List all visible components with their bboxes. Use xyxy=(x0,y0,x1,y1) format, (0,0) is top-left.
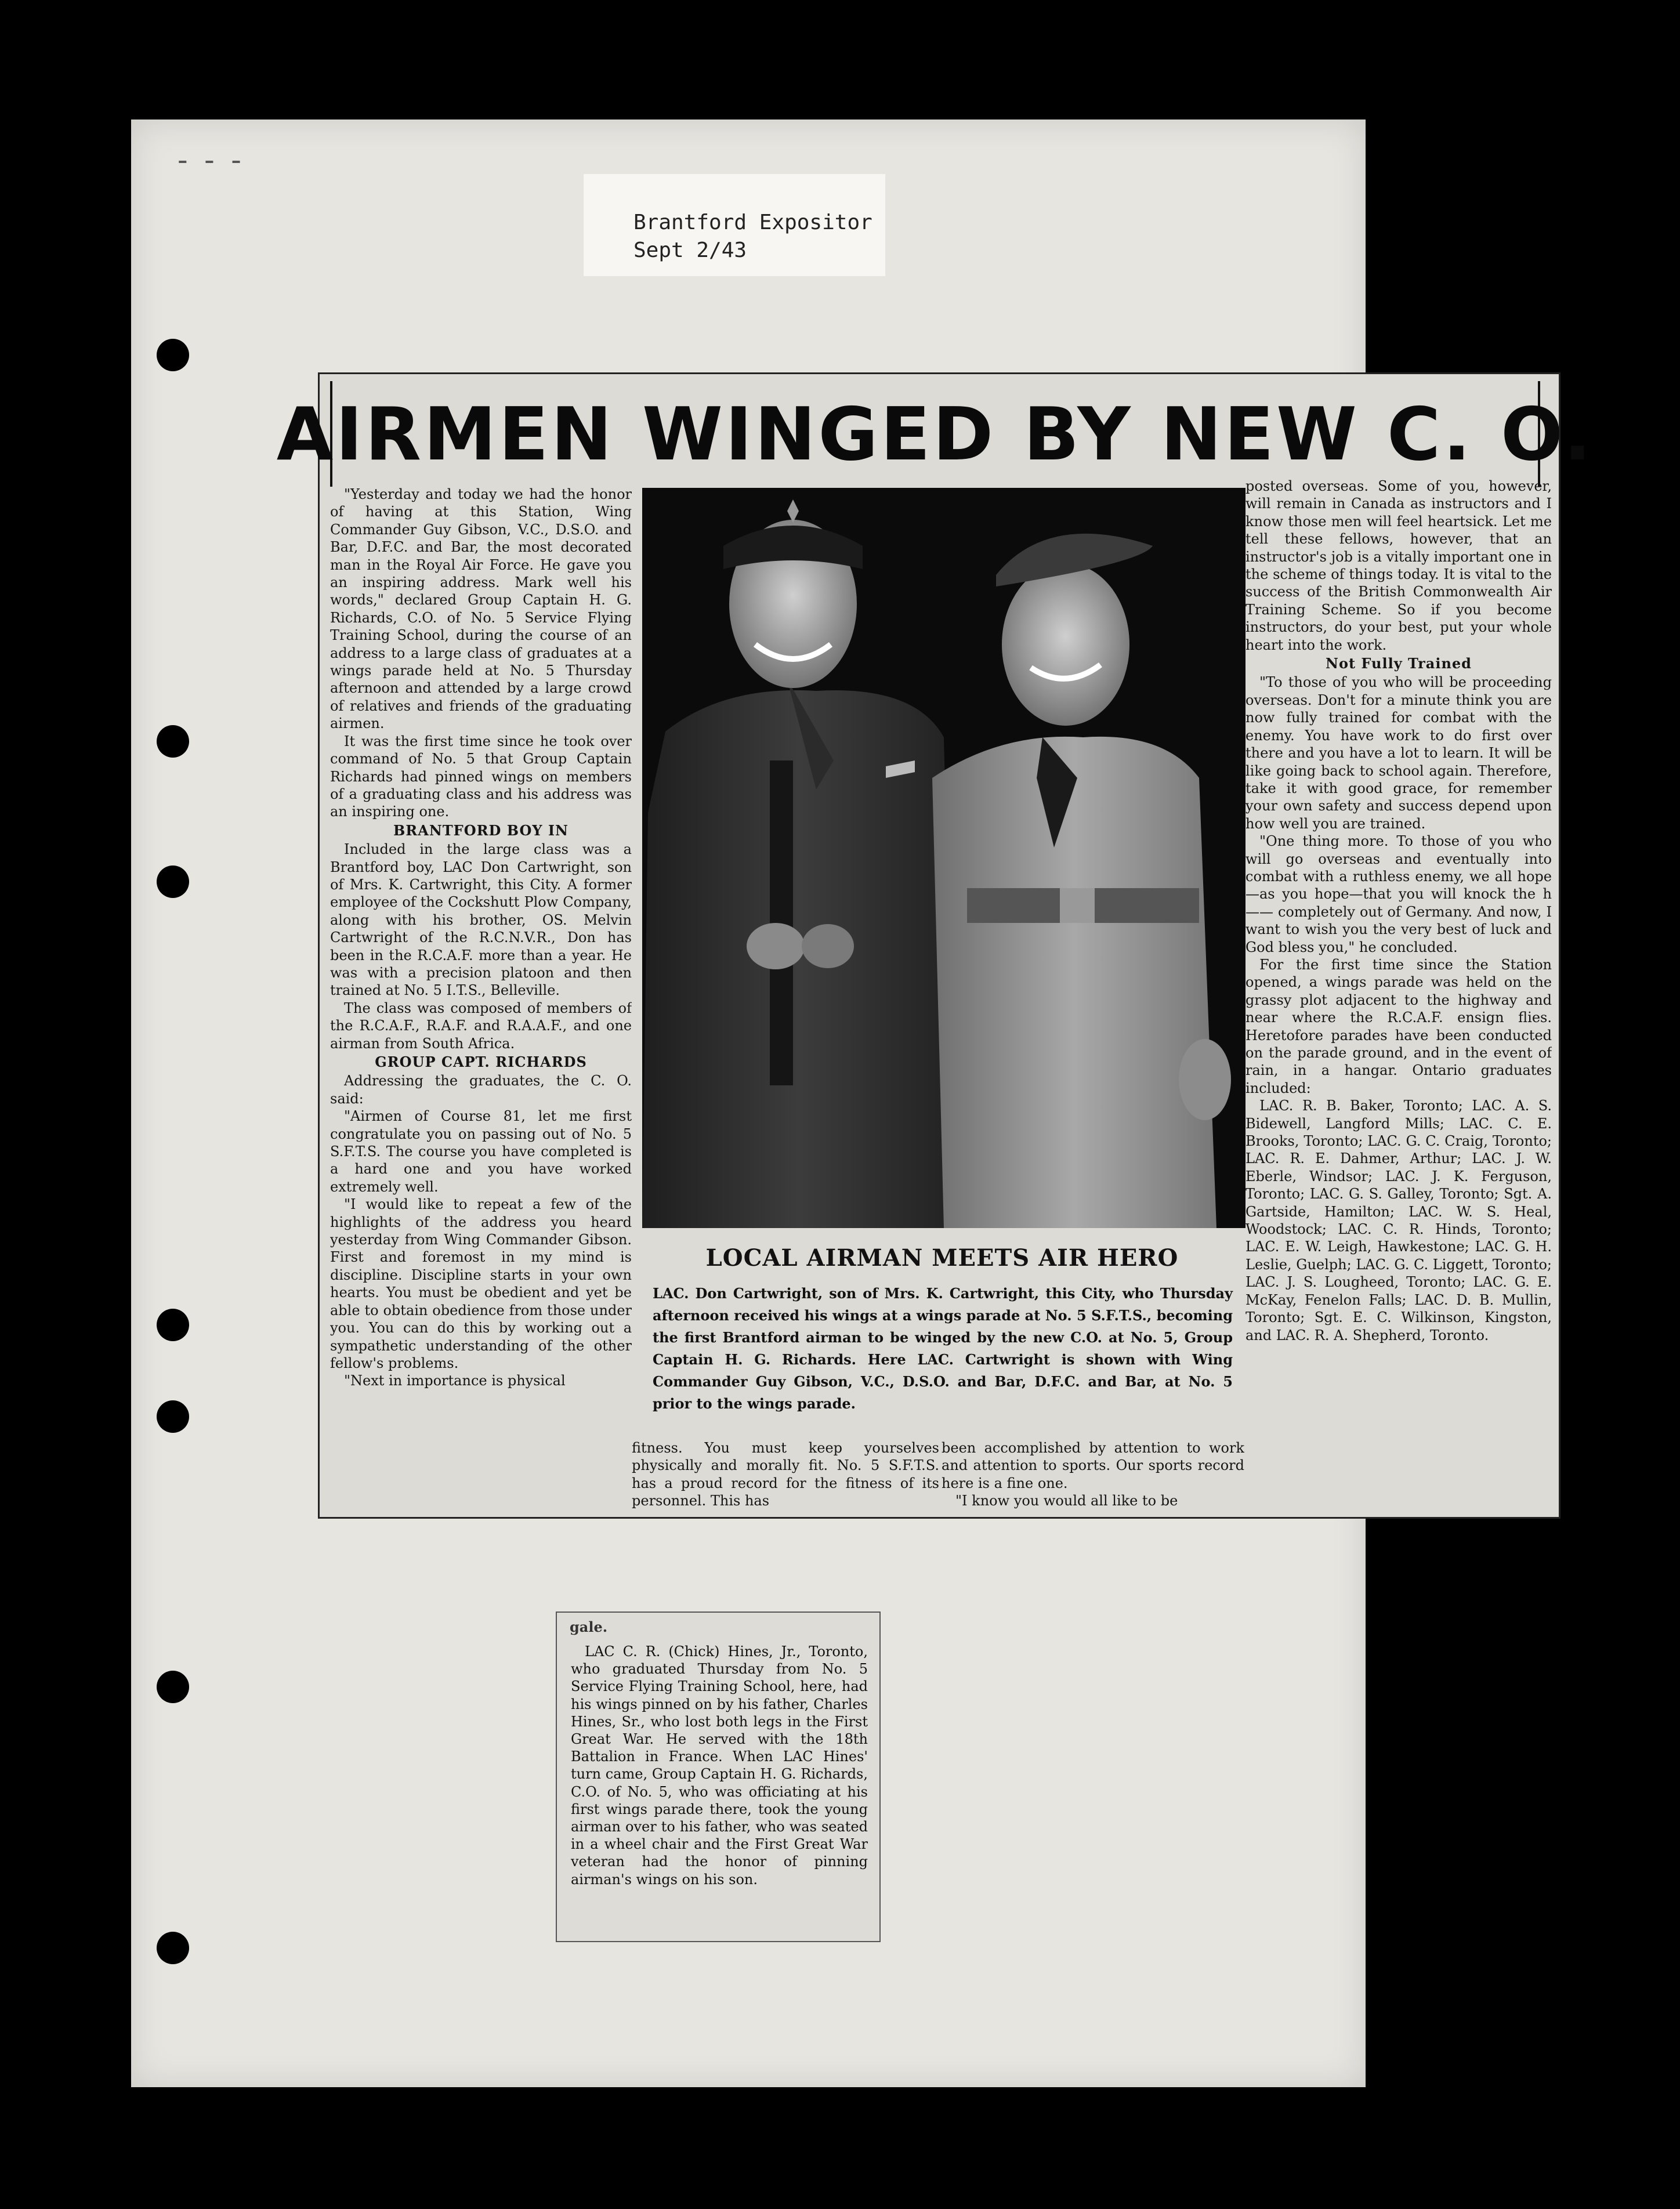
binder-hole xyxy=(157,1932,189,1964)
subheading: Not Fully Trained xyxy=(1326,655,1472,672)
article-paragraph: "I would like to repeat a few of the highlights of the address you heard yesterday from Wing Commander Gibson. First and foremost in my mind is discipline. Discipline starts in your own hearts. You must be obedient and yet be able to obtain obedience from those under you. You can do this by working out a sympathetic understanding of the other fellow's problems. xyxy=(330,1196,632,1371)
article-paragraph: The class was composed of members of the R.C.A.F., R.A.F. and R.A.A.F., and one airman from South Africa. xyxy=(330,1000,632,1052)
article-paragraph: "One thing more. To those of you who will go overseas and eventually into combat with a ruthless enemy, we all hope—as you hope—that you will knock the h—— completely out of Germany. And now, I want to wish you the very best of luck and God bless you," he concluded. xyxy=(1245,833,1552,955)
article-paragraph: "Next in importance is physical xyxy=(344,1373,566,1389)
binder-hole xyxy=(157,339,189,371)
headline: AIRMEN WINGED BY NEW C. O. xyxy=(276,391,1594,477)
article-paragraph: Addressing the graduates, the C. O. said: xyxy=(330,1073,632,1107)
source-label xyxy=(584,174,885,276)
page-corner-mark: - - - xyxy=(178,143,245,178)
headline-box xyxy=(276,381,1594,487)
subheading: GROUP CAPT. RICHARDS xyxy=(375,1053,587,1070)
article-paragraph: For the first time since the Station opened, a wings parade was held on the grassy plot adjacent to the highway and near where the R.C.A.F. ensign flies. Heretofore parades have been conducted on the parade ground, and in the event of rain, in a hangar. Ontario graduates included: xyxy=(1245,956,1552,1096)
photo-caption-text: LAC. Don Cartwright, son of Mrs. K. Cartwright, this City, who Thursday afternoon received his wings at a wings parade at No. 5 S.F.T.S., becoming the first Brantford airman to be winged by the new C.O. at No. 5, Group Captain H. G. Richards. Here LAC. Cartwright is shown with Wing Commander Guy Gibson, V.C., D.S.O. and Bar, D.F.C. and Bar, at No. 5 prior to the wings parade. xyxy=(653,1285,1233,1412)
article-paragraph: fitness. You must keep yourselves physically and morally fit. No. 5 S.F.T.S. has a proud record for the fitness of its personnel. This has xyxy=(632,1440,939,1509)
subheading: BRANTFORD BOY IN xyxy=(393,821,569,839)
article-column-4 xyxy=(1245,477,1552,1511)
source-date: Sept 2/43 xyxy=(633,238,747,262)
small-clipping xyxy=(556,1612,881,1942)
binder-hole xyxy=(157,725,189,758)
small-clipping-text: LAC C. R. (Chick) Hines, Jr., Toronto, who graduated Thursday from No. 5 Service Flying Training School, here, had his wings pinned on by his father, Charles Hines, Sr., who lost both legs in the First Great War. He served with the 18th Battalion in France. When LAC Hines' turn came, Group Captain H. G. Richards, C.O. of No. 5, who was officiating at his first wings parade there, took the young airman over to his father, who was seated in a wheel chair and the First Great War veteran had the honor of pinning airman's wings on his son. xyxy=(571,1643,868,1888)
binder-hole xyxy=(157,1400,189,1433)
article-paragraph: "Yesterday and today we had the honor of having at this Station, Wing Commander Guy Gibson, V.C., D.S.O. and Bar, D.F.C. and Bar, the most decorated man in the Royal Air Force. He gave you an inspiring address. Mark well his words," declared Group Captain H. G. Richards, C.O. of No. 5 Service Flying Training School, during the course of an address to a large class of graduates at a wings parade held at No. 5 Thursday afternoon and attended by a large crowd of relatives and friends of the graduating airmen. xyxy=(330,486,632,732)
photo-two-airmen xyxy=(642,488,1245,1228)
article-column-1 xyxy=(330,486,632,1511)
article-column-3 xyxy=(942,1439,1244,1511)
binder-hole xyxy=(157,1309,189,1341)
article-paragraph: "I know you would all like to be xyxy=(955,1493,1178,1509)
article-paragraph: "Airmen of Course 81, let me first congratulate you on passing out of No. 5 S.F.T.S. The course you have completed is a hard one and you have worked extremely well. xyxy=(330,1108,632,1195)
article-paragraph: been accomplished by attention to work and attention to sports. Our sports record here is a fine one. xyxy=(942,1440,1244,1491)
binder-hole xyxy=(157,866,189,898)
article-paragraph: Included in the large class was a Brantford boy, LAC Don Cartwright, son of Mrs. K. Cartwright, this City. A former employee of the Cockshutt Plow Company, along with his brother, OS. Melvin Cartwright of the R.C.N.V.R., Don has been in the R.C.A.F. more than a year. He was with a precision platoon and then trained at No. 5 I.T.S., Belleville. xyxy=(330,841,632,999)
news-photo xyxy=(642,488,1245,1228)
article-paragraph: "To those of you who will be proceeding overseas. Don't for a minute think you are now fully trained for combat with the enemy. You have work to do first over there and you have a lot to learn. It will be like going back to school again. Therefore, take it with good grace, for remember your own safety and success depend upon how well you are trained. xyxy=(1245,674,1552,832)
source-publication: Brantford Expositor xyxy=(633,211,872,234)
article-paragraph: posted overseas. Some of you, however, will remain in Canada as instructors and I know those men will feel heartsick. Let me tell these fellows, however, that an instructor's job is a vitally important one in the scheme of things today. It is vital to the success of the British Commonwealth Air Training Scheme. So if you become instructors, do your best, put your whole heart into the work. xyxy=(1245,478,1552,653)
binder-hole xyxy=(157,1671,189,1703)
torn-text-fragment: gale. xyxy=(570,1618,608,1635)
article-paragraph: It was the first time since he took over command of No. 5 that Group Captain Richards had pinned wings on members of a graduating class and his address was an inspiring one. xyxy=(330,733,632,820)
article-column-2 xyxy=(632,1439,939,1511)
photo-caption-title: LOCAL AIRMAN MEETS AIR HERO xyxy=(705,1244,1179,1272)
graduates-list: LAC. R. B. Baker, Toronto; LAC. A. S. Bidewell, Langford Mills; LAC. C. E. Brooks, Toronto; LAC. G. C. Craig, Toronto; LAC. R. E. Dahmer, Arthur; LAC. J. W. Eberle, Windsor; LAC. J. K. Ferguson, Toronto; LAC. G. S. Galley, Toronto; Sgt. A. Gartside, Hamilton; LAC. W. S. Heal, Woodstock; LAC. C. R. Hinds, Toronto; LAC. E. W. Leigh, Hawkestone; LAC. G. H. Leslie, Guelph; LAC. G. C. Liggett, Toronto; LAC. J. S. Lougheed, Toronto; LAC. G. E. McKay, Fenelon Falls; LAC. D. B. Mullin, Toronto; Sgt. E. C. Wilkinson, Kingston, and LAC. R. A. Shepherd, Toronto. xyxy=(1245,1098,1552,1343)
newspaper-clipping xyxy=(276,372,1594,1519)
